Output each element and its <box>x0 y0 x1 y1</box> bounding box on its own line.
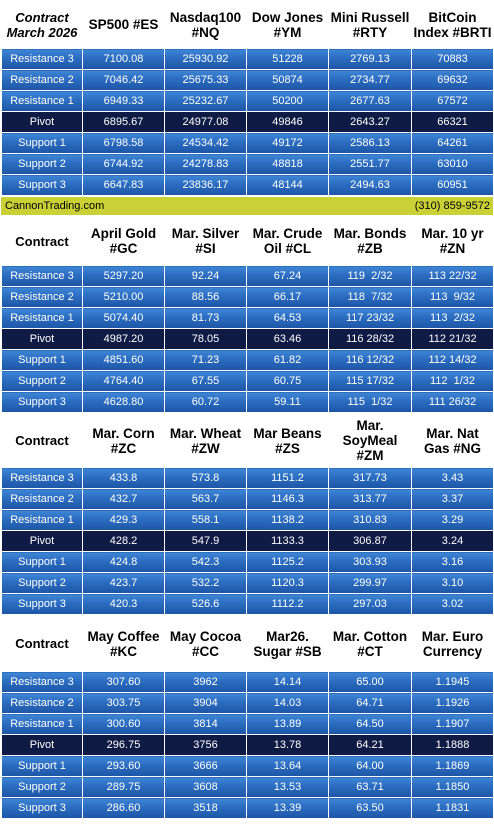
table-row <box>2 798 494 819</box>
pivot-row <box>2 329 494 350</box>
level-value: 300.60 <box>83 714 165 735</box>
level-value: 64.71 <box>329 693 412 714</box>
level-value: 66.17 <box>247 287 329 308</box>
contract-name: Mar. Wheat #ZW <box>165 414 247 468</box>
pivot-row <box>2 735 494 756</box>
level-value: 6798.58 <box>83 133 165 154</box>
row-label: Support 1 <box>2 133 83 154</box>
section-1-table <box>1 0 494 196</box>
level-value: 25930.92 <box>165 49 247 70</box>
level-value: 3904 <box>165 693 247 714</box>
level-value: 13.39 <box>247 798 329 819</box>
contract-name: Nasdaq100 #NQ <box>165 1 247 49</box>
level-value: 1146.3 <box>247 489 329 510</box>
level-value: 3518 <box>165 798 247 819</box>
level-value: 3.02 <box>412 594 494 615</box>
contract-header: Contract <box>2 217 83 266</box>
contract-name: Mini Russell #RTY <box>329 1 412 49</box>
level-value: 3.10 <box>412 573 494 594</box>
level-value: 6647.83 <box>83 175 165 196</box>
level-value: 50874 <box>247 70 329 91</box>
level-value: 6744.92 <box>83 154 165 175</box>
contract-name: Mar. SoyMeal #ZM <box>329 414 412 468</box>
row-label: Resistance 1 <box>2 91 83 112</box>
row-label: Support 2 <box>2 371 83 392</box>
level-value: 423.7 <box>83 573 165 594</box>
row-label: Support 3 <box>2 392 83 413</box>
level-value: 69632 <box>412 70 494 91</box>
level-value: 1133.3 <box>247 531 329 552</box>
website-link[interactable]: CannonTrading.com <box>5 200 105 212</box>
level-value: 433.8 <box>83 468 165 489</box>
section-2-table <box>1 216 494 413</box>
level-value: 1.1869 <box>412 756 494 777</box>
row-label: Resistance 3 <box>2 266 83 287</box>
level-value: 1138.2 <box>247 510 329 531</box>
level-value: 1.1926 <box>412 693 494 714</box>
level-value: 3.37 <box>412 489 494 510</box>
row-label: Pivot <box>2 531 83 552</box>
row-label: Resistance 3 <box>2 672 83 693</box>
level-value: 63.46 <box>247 329 329 350</box>
row-label: Resistance 2 <box>2 693 83 714</box>
table-row <box>2 693 494 714</box>
row-label: Resistance 1 <box>2 510 83 531</box>
level-value: 51228 <box>247 49 329 70</box>
contract-name: Mar. Silver #SI <box>165 217 247 266</box>
row-label: Support 2 <box>2 154 83 175</box>
level-value: 428.2 <box>83 531 165 552</box>
level-value: 23836.17 <box>165 175 247 196</box>
contact-banner <box>1 196 493 216</box>
section-header-row <box>2 414 494 468</box>
row-label: Support 2 <box>2 573 83 594</box>
level-value: 1.1907 <box>412 714 494 735</box>
contract-name: SP500 #ES <box>83 1 165 49</box>
level-value: 547.9 <box>165 531 247 552</box>
table-row <box>2 489 494 510</box>
level-value: 2677.63 <box>329 91 412 112</box>
contract-name: Mar26. Sugar #SB <box>247 616 329 672</box>
level-value: 432.7 <box>83 489 165 510</box>
row-label: Resistance 2 <box>2 70 83 91</box>
level-value: 1.1888 <box>412 735 494 756</box>
level-value: 119 2/32 <box>329 266 412 287</box>
table-row <box>2 714 494 735</box>
table-row <box>2 266 494 287</box>
level-value: 64.21 <box>329 735 412 756</box>
level-value: 59.11 <box>247 392 329 413</box>
level-value: 61.82 <box>247 350 329 371</box>
row-label: Support 2 <box>2 777 83 798</box>
table-row <box>2 594 494 615</box>
level-value: 64.53 <box>247 308 329 329</box>
section-header-row <box>2 217 494 266</box>
level-value: 67.24 <box>247 266 329 287</box>
section-4-table <box>1 615 494 819</box>
level-value: 64.00 <box>329 756 412 777</box>
level-value: 289.75 <box>83 777 165 798</box>
level-value: 63.50 <box>329 798 412 819</box>
level-value: 3.29 <box>412 510 494 531</box>
level-value: 3.16 <box>412 552 494 573</box>
table-row <box>2 573 494 594</box>
level-value: 60.75 <box>247 371 329 392</box>
table-row <box>2 154 494 175</box>
level-value: 48818 <box>247 154 329 175</box>
contract-name: Mar. Crude Oil #CL <box>247 217 329 266</box>
level-value: 49172 <box>247 133 329 154</box>
level-value: 50200 <box>247 91 329 112</box>
row-label: Resistance 1 <box>2 308 83 329</box>
level-value: 112 1/32 <box>412 371 494 392</box>
row-label: Pivot <box>2 735 83 756</box>
level-value: 4851.60 <box>83 350 165 371</box>
contract-name: Dow Jones #YM <box>247 1 329 49</box>
contract-name: BitCoin Index #BRTI <box>412 1 494 49</box>
level-value: 113 22/32 <box>412 266 494 287</box>
table-row <box>2 392 494 413</box>
level-value: 6895.67 <box>83 112 165 133</box>
level-value: 573.8 <box>165 468 247 489</box>
level-value: 25232.67 <box>165 91 247 112</box>
level-value: 299.97 <box>329 573 412 594</box>
level-value: 2734.77 <box>329 70 412 91</box>
level-value: 313.77 <box>329 489 412 510</box>
pivot-tables <box>1 0 493 819</box>
pivot-row <box>2 112 494 133</box>
level-value: 116 28/32 <box>329 329 412 350</box>
level-value: 113 2/32 <box>412 308 494 329</box>
row-label: Support 1 <box>2 552 83 573</box>
contract-name: Mar. Nat Gas #NG <box>412 414 494 468</box>
level-value: 113 9/32 <box>412 287 494 308</box>
level-value: 532.2 <box>165 573 247 594</box>
level-value: 5074.40 <box>83 308 165 329</box>
table-row <box>2 133 494 154</box>
table-row <box>2 70 494 91</box>
pivot-row <box>2 531 494 552</box>
section-header-row <box>2 616 494 672</box>
section-header-row <box>2 1 494 49</box>
level-value: 13.53 <box>247 777 329 798</box>
contract-name: Mar. Cotton #CT <box>329 616 412 672</box>
level-value: 3962 <box>165 672 247 693</box>
table-row <box>2 350 494 371</box>
level-value: 13.78 <box>247 735 329 756</box>
level-value: 3.43 <box>412 468 494 489</box>
level-value: 297.03 <box>329 594 412 615</box>
level-value: 1.1831 <box>412 798 494 819</box>
level-value: 112 14/32 <box>412 350 494 371</box>
level-value: 558.1 <box>165 510 247 531</box>
row-label: Support 1 <box>2 350 83 371</box>
level-value: 60.72 <box>165 392 247 413</box>
level-value: 65.00 <box>329 672 412 693</box>
level-value: 78.05 <box>165 329 247 350</box>
level-value: 81.73 <box>165 308 247 329</box>
level-value: 7100.08 <box>83 49 165 70</box>
level-value: 4764.40 <box>83 371 165 392</box>
row-label: Support 3 <box>2 594 83 615</box>
table-row <box>2 287 494 308</box>
table-row <box>2 468 494 489</box>
contract-name: Mar. Corn #ZC <box>83 414 165 468</box>
contract-name: Mar. 10 yr #ZN <box>412 217 494 266</box>
level-value: 64.50 <box>329 714 412 735</box>
level-value: 115 1/32 <box>329 392 412 413</box>
level-value: 117 23/32 <box>329 308 412 329</box>
phone-number: (310) 859-9572 <box>414 200 490 212</box>
level-value: 2586.13 <box>329 133 412 154</box>
row-label: Resistance 1 <box>2 714 83 735</box>
level-value: 92.24 <box>165 266 247 287</box>
row-label: Resistance 3 <box>2 468 83 489</box>
level-value: 1125.2 <box>247 552 329 573</box>
level-value: 563.7 <box>165 489 247 510</box>
level-value: 63.71 <box>329 777 412 798</box>
level-value: 296.75 <box>83 735 165 756</box>
contract-name: April Gold #GC <box>83 217 165 266</box>
table-row <box>2 49 494 70</box>
level-value: 70883 <box>412 49 494 70</box>
contract-name: May Coffee #KC <box>83 616 165 672</box>
contract-header: Contract <box>2 414 83 468</box>
level-value: 286.60 <box>83 798 165 819</box>
level-value: 2769.13 <box>329 49 412 70</box>
table-row <box>2 672 494 693</box>
level-value: 13.64 <box>247 756 329 777</box>
level-value: 1120.3 <box>247 573 329 594</box>
level-value: 420.3 <box>83 594 165 615</box>
level-value: 2551.77 <box>329 154 412 175</box>
level-value: 111 26/32 <box>412 392 494 413</box>
level-value: 48144 <box>247 175 329 196</box>
row-label: Support 1 <box>2 756 83 777</box>
level-value: 115 17/32 <box>329 371 412 392</box>
level-value: 5297.20 <box>83 266 165 287</box>
level-value: 63010 <box>412 154 494 175</box>
contract-name: Mar. Bonds #ZB <box>329 217 412 266</box>
level-value: 24278.83 <box>165 154 247 175</box>
row-label: Resistance 3 <box>2 49 83 70</box>
contract-name: Mar Beans #ZS <box>247 414 329 468</box>
level-value: 303.93 <box>329 552 412 573</box>
level-value: 14.03 <box>247 693 329 714</box>
row-label: Resistance 2 <box>2 489 83 510</box>
level-value: 310.83 <box>329 510 412 531</box>
level-value: 2494.63 <box>329 175 412 196</box>
level-value: 67.55 <box>165 371 247 392</box>
level-value: 7046.42 <box>83 70 165 91</box>
contract-header: Contract <box>2 616 83 672</box>
level-value: 13.89 <box>247 714 329 735</box>
level-value: 14.14 <box>247 672 329 693</box>
level-value: 2643.27 <box>329 112 412 133</box>
table-row <box>2 308 494 329</box>
level-value: 306.87 <box>329 531 412 552</box>
table-row <box>2 510 494 531</box>
level-value: 3756 <box>165 735 247 756</box>
table-row <box>2 91 494 112</box>
level-value: 25675.33 <box>165 70 247 91</box>
level-value: 1.1850 <box>412 777 494 798</box>
level-value: 24534.42 <box>165 133 247 154</box>
row-label: Pivot <box>2 329 83 350</box>
level-value: 542.3 <box>165 552 247 573</box>
level-value: 64261 <box>412 133 494 154</box>
table-row <box>2 777 494 798</box>
level-value: 112 21/32 <box>412 329 494 350</box>
row-label: Support 3 <box>2 175 83 196</box>
row-label: Support 3 <box>2 798 83 819</box>
level-value: 429.3 <box>83 510 165 531</box>
row-label: Resistance 2 <box>2 287 83 308</box>
level-value: 4987.20 <box>83 329 165 350</box>
level-value: 5210.00 <box>83 287 165 308</box>
level-value: 526.6 <box>165 594 247 615</box>
level-value: 67572 <box>412 91 494 112</box>
level-value: 307.60 <box>83 672 165 693</box>
level-value: 24977.08 <box>165 112 247 133</box>
contract-header: Contract March 2026 <box>2 1 83 49</box>
level-value: 303.75 <box>83 693 165 714</box>
table-row <box>2 371 494 392</box>
level-value: 3.24 <box>412 531 494 552</box>
level-value: 4628.80 <box>83 392 165 413</box>
level-value: 1151.2 <box>247 468 329 489</box>
level-value: 60951 <box>412 175 494 196</box>
level-value: 66321 <box>412 112 494 133</box>
table-row <box>2 175 494 196</box>
level-value: 116 12/32 <box>329 350 412 371</box>
level-value: 3814 <box>165 714 247 735</box>
level-value: 88.56 <box>165 287 247 308</box>
table-row <box>2 756 494 777</box>
row-label: Pivot <box>2 112 83 133</box>
section-3-table <box>1 413 494 615</box>
level-value: 317.73 <box>329 468 412 489</box>
level-value: 3608 <box>165 777 247 798</box>
contract-name: May Cocoa #CC <box>165 616 247 672</box>
level-value: 293.60 <box>83 756 165 777</box>
level-value: 49846 <box>247 112 329 133</box>
level-value: 1.1945 <box>412 672 494 693</box>
level-value: 1112.2 <box>247 594 329 615</box>
level-value: 6949.33 <box>83 91 165 112</box>
level-value: 71.23 <box>165 350 247 371</box>
contract-name: Mar. Euro Currency <box>412 616 494 672</box>
level-value: 3666 <box>165 756 247 777</box>
level-value: 118 7/32 <box>329 287 412 308</box>
table-row <box>2 552 494 573</box>
level-value: 424.8 <box>83 552 165 573</box>
